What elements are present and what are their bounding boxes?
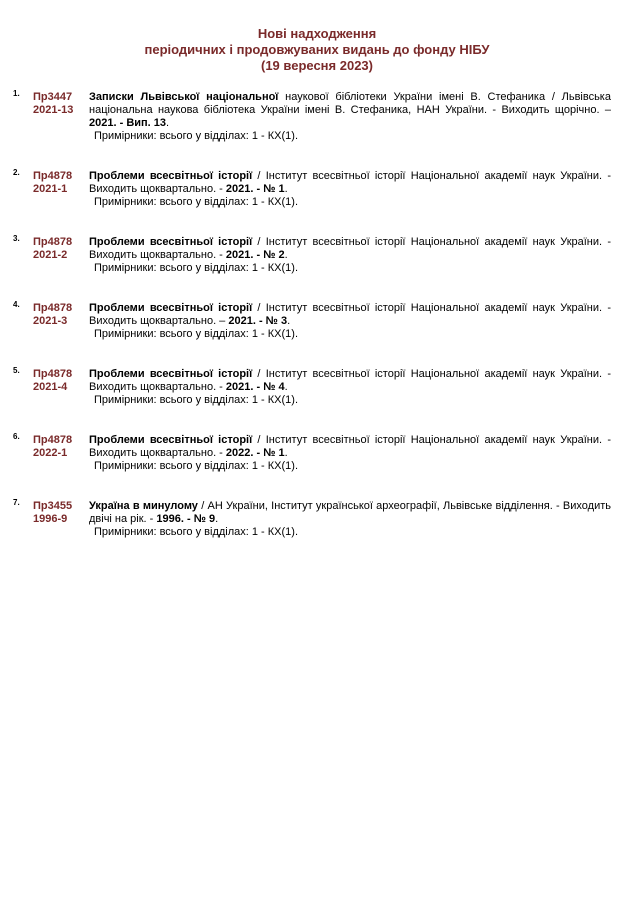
- entry-issue: Вип. 13: [126, 117, 167, 129]
- entry-details: / Інститут всесвітньої історії Національної академії наук України. - Виходить щоквартально. -: [89, 368, 611, 393]
- shelf-code: [33, 91, 89, 117]
- entry-title: Проблеми всесвітньої історії: [89, 170, 253, 182]
- shelf-code-issue: 2021-1: [33, 183, 68, 195]
- entry-copies: Примірники: всього у відділах: 1 - КХ(1).: [94, 328, 299, 340]
- entry-issue: № 9: [193, 513, 216, 525]
- shelf-code: [33, 236, 89, 262]
- entry-copies: Примірники: всього у відділах: 1 - КХ(1).: [94, 460, 299, 472]
- shelf-code-issue: 2021-2: [33, 249, 68, 261]
- entry-description: [89, 368, 611, 407]
- entry-title: Україна в минулому: [89, 500, 198, 512]
- shelf-code-main: Пр3455: [33, 500, 73, 512]
- entry-separator: -: [253, 381, 264, 393]
- entry-end: .: [166, 117, 170, 129]
- shelf-code-main: Пр3447: [33, 91, 73, 103]
- entry-issue: № 3: [265, 315, 288, 327]
- entry-details: / Інститут всесвітньої історії Національної академії наук України. - Виходить щоквартально. –: [89, 302, 611, 327]
- entry-end: .: [215, 513, 219, 525]
- entry-end: .: [287, 315, 291, 327]
- entry-number: 1.: [13, 89, 20, 98]
- entry-separator: -: [253, 249, 264, 261]
- shelf-code-issue: 2021-13: [33, 104, 74, 116]
- header-title: Нові надходження: [257, 26, 377, 41]
- entry-details: / Інститут всесвітньої історії Національної академії наук України. - Виходить щоквартально. -: [89, 170, 611, 195]
- entry-copies: Примірники: всього у відділах: 1 - КХ(1).: [94, 262, 299, 274]
- entry-end: .: [284, 183, 288, 195]
- entry-copies: Примірники: всього у відділах: 1 - КХ(1).: [94, 130, 299, 142]
- entry-details: / Інститут всесвітньої історії Національної академії наук України. - Виходить щоквартально. -: [89, 236, 611, 261]
- entry-end: .: [284, 381, 288, 393]
- entry-year: 2021.: [225, 183, 254, 195]
- entry-number: 7.: [13, 498, 20, 507]
- entry-issue: № 1: [263, 447, 285, 459]
- entry-year: 2021.: [89, 117, 117, 129]
- entry-description: [89, 302, 611, 341]
- shelf-code-main: Пр4878: [33, 236, 73, 248]
- shelf-code: [33, 368, 89, 394]
- entry-issue: № 2: [263, 249, 285, 261]
- shelf-code-issue: 2022-1: [33, 447, 68, 459]
- entry-issue: № 4: [263, 381, 285, 393]
- entry-title: Проблеми всесвітньої історії: [89, 302, 253, 314]
- shelf-code-main: Пр4878: [33, 302, 73, 314]
- entry-separator: -: [255, 315, 266, 327]
- entry-issue: № 1: [263, 183, 285, 195]
- entry-description: [89, 91, 611, 143]
- header-subtitle: періодичних і продовжуваних видань до фонду НІБУ: [144, 42, 490, 57]
- entry-year: 2021.: [228, 315, 256, 327]
- entry-details: / АН України, Інститут української археографії, Львівське відділення. - Виходить двічі на рік. -: [89, 500, 611, 525]
- entry-copies: Примірники: всього у відділах: 1 - КХ(1).: [94, 526, 299, 538]
- shelf-code-issue: 1996-9: [33, 513, 68, 525]
- entry-number: 5.: [13, 366, 20, 375]
- entry-separator: -: [253, 447, 264, 459]
- shelf-code-main: Пр4878: [33, 434, 73, 446]
- entry-year: 1996.: [156, 513, 184, 525]
- entry-copies: Примірники: всього у відділах: 1 - КХ(1).: [94, 196, 299, 208]
- entry-details: / Інститут всесвітньої історії Національної академії наук України. - Виходить щоквартально. -: [89, 434, 611, 459]
- header-date: (19 вересня 2023): [261, 58, 373, 73]
- page-header: [0, 26, 634, 74]
- entry-description: [89, 236, 611, 275]
- entry-description: [89, 500, 611, 539]
- shelf-code-main: Пр4878: [33, 368, 73, 380]
- entry-year: 2021.: [225, 381, 254, 393]
- shelf-code: [33, 170, 89, 196]
- entry-separator: -: [253, 183, 264, 195]
- shelf-code-issue: 2021-4: [33, 381, 68, 393]
- entry-separator: -: [116, 117, 127, 129]
- entry-number: 6.: [13, 432, 20, 441]
- entry-year: 2022.: [225, 447, 254, 459]
- shelf-code-main: Пр4878: [33, 170, 73, 182]
- shelf-code: [33, 302, 89, 328]
- shelf-code: [33, 500, 89, 526]
- shelf-code-issue: 2021-3: [33, 315, 68, 327]
- entry-number: 4.: [13, 300, 20, 309]
- entry-description: [89, 170, 611, 209]
- entry-title: Проблеми всесвітньої історії: [89, 368, 253, 380]
- entry-year: 2021.: [225, 249, 254, 261]
- entry-title: Проблеми всесвітньої історії: [89, 434, 253, 446]
- entry-number: 3.: [13, 234, 20, 243]
- entry-copies: Примірники: всього у відділах: 1 - КХ(1).: [94, 394, 299, 406]
- shelf-code: [33, 434, 89, 460]
- entry-title: Записки Львівської національної: [89, 91, 279, 103]
- entry-end: .: [284, 447, 288, 459]
- entry-separator: -: [183, 513, 194, 525]
- entry-description: [89, 434, 611, 473]
- entry-details: наукової бібліотеки України імені В. Стефаника / Львівська національна наукова бібліотека України імені В. Стефаника, НАН України. - Виходить щорічно. –: [89, 91, 611, 116]
- entry-number: 2.: [13, 168, 20, 177]
- entry-end: .: [284, 249, 288, 261]
- entry-title: Проблеми всесвітньої історії: [89, 236, 253, 248]
